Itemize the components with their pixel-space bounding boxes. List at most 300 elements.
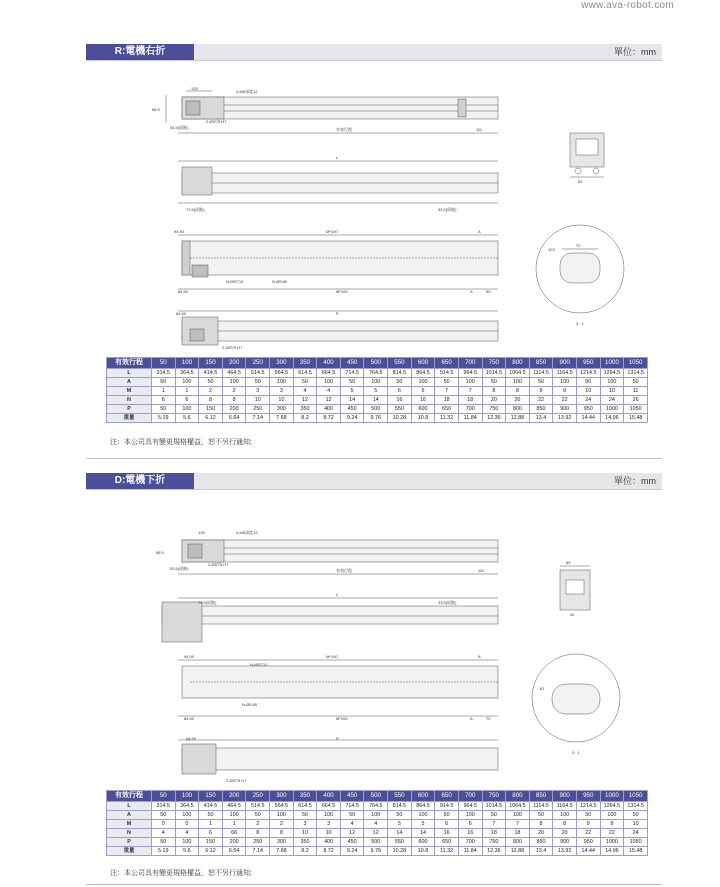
table-cell: 1164.5	[553, 802, 577, 811]
table-cell: 9	[529, 387, 553, 396]
dim-pin-holes: 2-Ø5▽5 H7	[206, 119, 227, 124]
table-cell: 400	[317, 405, 341, 414]
dim-A-top: A	[478, 229, 481, 234]
table-cell: 800	[506, 405, 530, 414]
table-cell: 50	[482, 811, 506, 820]
table-cell: 6.64	[222, 414, 246, 423]
dim-103: 103	[548, 247, 555, 252]
dim-135: 135	[191, 86, 198, 91]
table-cell: 0	[152, 820, 176, 829]
table-cell: 350	[293, 405, 317, 414]
unit-label: 單位：mm	[614, 476, 656, 486]
table-cell: 100	[175, 838, 199, 847]
divider	[86, 458, 662, 459]
table-cell: 3	[317, 820, 341, 829]
table-cell: 1014.5	[482, 369, 506, 378]
table-cell: 100	[317, 378, 341, 387]
table-cell: 100	[175, 811, 199, 820]
table-cell: 464.5	[222, 369, 246, 378]
table-cell: 10.28	[388, 414, 412, 423]
table-cell: 250	[246, 838, 270, 847]
dim-pin-holes-bottom: 2-Ø5▽5 H7	[226, 778, 247, 783]
divider	[86, 884, 662, 885]
table-cell: 864.5	[411, 369, 435, 378]
table-cell: 18	[458, 396, 482, 405]
table-cell: 4	[340, 820, 364, 829]
table-cell: 11	[624, 387, 648, 396]
dim-94: 94.50	[174, 229, 185, 234]
table-cell: 12.36	[482, 847, 506, 856]
table-cell: 24	[624, 829, 648, 838]
stroke-header-cell: 50	[152, 358, 176, 369]
table-cell: 11.84	[458, 414, 482, 423]
dim-64: 64.50	[186, 736, 197, 741]
table-cell: 1050	[624, 405, 648, 414]
stroke-header-cell: 1000	[600, 791, 624, 802]
dim-Mx100-top: M*100	[326, 654, 338, 659]
table-cell: 1114.5	[529, 802, 553, 811]
table-row	[107, 414, 648, 423]
stroke-header-cell: 550	[388, 358, 412, 369]
stroke-header-cell: 400	[317, 791, 341, 802]
table-cell: 700	[458, 405, 482, 414]
dim-pin-holes: 2-Ø5▽5 H7	[208, 562, 229, 567]
table-cell: 5	[411, 820, 435, 829]
section-title: R:電機右折	[86, 44, 194, 60]
table-row	[107, 378, 648, 387]
table-cell: 950	[576, 405, 600, 414]
row-label: N	[107, 829, 152, 838]
table-cell: 8.2	[293, 414, 317, 423]
table-cell: 8	[270, 829, 294, 838]
technical-drawing	[86, 61, 662, 349]
table-cell: 1064.5	[506, 802, 530, 811]
table-row	[107, 847, 648, 856]
table-cell: 22	[553, 396, 577, 405]
table-cell: 24	[600, 396, 624, 405]
spec-table-down	[106, 790, 648, 856]
dim-84: 84.50	[178, 289, 189, 294]
row-label: L	[107, 802, 152, 811]
table-cell: 1	[222, 820, 246, 829]
dim-A-bottom: A	[470, 716, 473, 721]
table-cell: 4	[293, 387, 317, 396]
table-cell: 1314.5	[624, 369, 648, 378]
table-cell: 764.5	[364, 802, 388, 811]
table-cell: 300	[270, 405, 294, 414]
stroke-header-cell: 1050	[624, 358, 648, 369]
table-cell: 22	[576, 829, 600, 838]
table-cell: 5.6	[175, 414, 199, 423]
table-cell: 12	[364, 829, 388, 838]
table-cell: 50	[576, 378, 600, 387]
table-cell: 6	[435, 820, 459, 829]
table-cell: 7.68	[270, 847, 294, 856]
table-cell: 5	[364, 387, 388, 396]
table-cell: 364.5	[175, 802, 199, 811]
table-cell: 50	[293, 378, 317, 387]
table-cell: 314.5	[152, 802, 176, 811]
table-cell: 100	[317, 811, 341, 820]
table-cell: 50	[199, 811, 223, 820]
stroke-header-cell: 900	[553, 791, 577, 802]
section-header	[86, 44, 662, 61]
stroke-header-cell: 500	[364, 358, 388, 369]
stroke-header-cell: 350	[293, 358, 317, 369]
table-cell: 1000	[600, 405, 624, 414]
table-cell: 50	[482, 378, 506, 387]
table-cell: 5.6	[175, 847, 199, 856]
table-cell: 50	[152, 405, 176, 414]
table-cell: 1114.5	[529, 369, 553, 378]
table-cell: 864.5	[411, 802, 435, 811]
spec-table-right	[106, 357, 648, 423]
table-cell: 16	[411, 396, 435, 405]
table-cell: 50	[340, 811, 364, 820]
table-cell: 24	[576, 396, 600, 405]
table-header-row	[107, 358, 648, 369]
table-cell: 9	[553, 387, 577, 396]
table-cell: 614.5	[293, 369, 317, 378]
table-cell: 14.44	[576, 414, 600, 423]
dim-64: 64.50	[176, 311, 187, 316]
stroke-header-cell: 450	[340, 358, 364, 369]
stroke-header-cell: 400	[317, 358, 341, 369]
drawing-svg	[86, 490, 662, 783]
table-cell: 9	[600, 820, 624, 829]
table-cell: 1	[152, 387, 176, 396]
table-cell: 950	[576, 838, 600, 847]
table-cell: 650	[435, 838, 459, 847]
stroke-header-cell: 1000	[600, 358, 624, 369]
dim-height: 88.5	[156, 550, 164, 555]
table-cell: 564.5	[270, 369, 294, 378]
dim-origin-left: 53.5(原點)	[170, 125, 189, 130]
table-cell: 2	[199, 387, 223, 396]
dim-origin-33: 33.5(原點)	[438, 600, 457, 605]
row-label: P	[107, 405, 152, 414]
table-cell: 12	[293, 396, 317, 405]
table-cell: 350	[293, 838, 317, 847]
stroke-header-cell: 150	[199, 358, 223, 369]
table-cell: 9.76	[364, 847, 388, 856]
stroke-header-cell: 500	[364, 791, 388, 802]
table-cell: 18	[435, 396, 459, 405]
section-motor-right	[86, 44, 662, 349]
table-cell: 750	[482, 405, 506, 414]
table-cell: 900	[553, 405, 577, 414]
dim-tapped-holes: 4-M6深度12	[236, 89, 258, 94]
table-cell: 900	[553, 838, 577, 847]
table-cell: 10.28	[388, 847, 412, 856]
table-cell: 50	[293, 811, 317, 820]
dim-135: 135	[198, 530, 205, 535]
table-cell: 10	[317, 829, 341, 838]
dim-A-bottom: A	[470, 289, 473, 294]
dim-through-holes: N-Ø5.80	[272, 279, 288, 284]
table-cell: 4	[175, 829, 199, 838]
stroke-header-cell: 1050	[624, 791, 648, 802]
table-cell: 50	[388, 811, 412, 820]
table-cell: 100	[175, 378, 199, 387]
table-cell: 500	[364, 838, 388, 847]
dim-L: L	[336, 155, 339, 160]
table-cell: 100	[411, 811, 435, 820]
table-cell: 964.5	[458, 802, 482, 811]
table-cell: 100	[270, 378, 294, 387]
stroke-header-cell: 150	[199, 791, 223, 802]
dim-tapped-holes: 4-M6深度12	[236, 530, 258, 535]
table-cell: 100	[222, 811, 246, 820]
stroke-header-cell: 350	[293, 791, 317, 802]
table-cell: 6	[175, 396, 199, 405]
header-label: 有效行程	[107, 791, 152, 802]
table-cell: 18	[482, 829, 506, 838]
table-cell: 100	[458, 378, 482, 387]
dim-stroke: 有效行程	[336, 127, 352, 132]
stroke-header-cell: 450	[340, 791, 364, 802]
row-label: A	[107, 811, 152, 820]
table-row	[107, 829, 648, 838]
table-cell: 6	[388, 387, 412, 396]
dim-thread-holes: N-M5▽10	[250, 662, 268, 667]
table-cell: 5.19	[152, 414, 176, 423]
section-motor-down	[86, 473, 662, 783]
table-cell: 50	[152, 838, 176, 847]
table-cell: 0	[175, 820, 199, 829]
table-cell: 100	[364, 811, 388, 820]
table-cell: 400	[317, 838, 341, 847]
table-cell: 100	[458, 811, 482, 820]
table-cell: 9.24	[340, 414, 364, 423]
table-row	[107, 838, 648, 847]
table-cell: 1214.5	[576, 369, 600, 378]
table-cell: 300	[270, 838, 294, 847]
stroke-header-cell: 750	[482, 791, 506, 802]
table-cell: 800	[506, 838, 530, 847]
table-cell: 66	[222, 829, 246, 838]
table-cell: 7	[435, 387, 459, 396]
stroke-header-cell: 600	[411, 358, 435, 369]
table-cell: 614.5	[293, 802, 317, 811]
table-cell: 2	[222, 387, 246, 396]
row-label: N	[107, 396, 152, 405]
stroke-header-cell: 700	[458, 358, 482, 369]
dim-scale: 3 : 1	[576, 321, 584, 326]
dim-origin-33: 33.5(原點)	[438, 207, 457, 212]
dim-through-holes: N-Ø5.80	[242, 702, 258, 707]
dim-70: 70	[486, 716, 491, 721]
table-cell: 10	[576, 387, 600, 396]
dim-pin-holes-bottom: 2-Ø5▽5 H7	[222, 345, 243, 350]
table-cell: 714.5	[340, 802, 364, 811]
table-cell: 50	[152, 811, 176, 820]
table-cell: 100	[553, 378, 577, 387]
table-cell: 1214.5	[576, 802, 600, 811]
spec-note: 注：本公司具有變更規格權益，恕不另行通知;	[110, 870, 252, 877]
table-cell: 20	[529, 829, 553, 838]
stroke-header-cell: 950	[576, 791, 600, 802]
stroke-header-cell: 300	[270, 791, 294, 802]
table-cell: 14	[364, 396, 388, 405]
table-cell: 1	[175, 387, 199, 396]
table-cell: 100	[175, 405, 199, 414]
table-cell: 9.76	[364, 414, 388, 423]
table-cell: 664.5	[317, 369, 341, 378]
table-cell: 100	[506, 811, 530, 820]
table-cell: 914.5	[435, 369, 459, 378]
table-cell: 50	[529, 378, 553, 387]
table-cell: 8	[246, 829, 270, 838]
table-cell: 2	[246, 820, 270, 829]
table-cell: 11.32	[435, 847, 459, 856]
dim-65: 65	[566, 560, 571, 565]
table-cell: 15.48	[624, 847, 648, 856]
dim-111: 111	[478, 568, 485, 573]
table-cell: 7	[458, 387, 482, 396]
table-cell: 1050	[624, 838, 648, 847]
table-cell: 964.5	[458, 369, 482, 378]
table-cell: 850	[529, 405, 553, 414]
table-cell: 10	[600, 387, 624, 396]
table-cell: 50	[624, 378, 648, 387]
table-cell: 814.5	[388, 369, 412, 378]
table-cell: 5	[340, 387, 364, 396]
stroke-header-cell: 750	[482, 358, 506, 369]
dim-111: 111	[476, 127, 483, 132]
dim-Mx100-bottom: M*100	[336, 716, 348, 721]
table-cell: 6	[411, 387, 435, 396]
table-cell: 850	[529, 838, 553, 847]
row-label: 重量	[107, 414, 152, 423]
dim-A-top: A	[478, 654, 481, 659]
section-title: D:電機下折	[86, 473, 194, 489]
dim-62: 62	[578, 179, 583, 184]
table-cell: 664.5	[317, 802, 341, 811]
table-cell: 50	[199, 378, 223, 387]
table-cell: 8.72	[317, 414, 341, 423]
table-cell: 12.88	[506, 847, 530, 856]
table-cell: 814.5	[388, 802, 412, 811]
table-row	[107, 405, 648, 414]
table-cell: 550	[388, 838, 412, 847]
table-cell: 50	[529, 811, 553, 820]
table-row	[107, 387, 648, 396]
table-cell: 314.5	[152, 369, 176, 378]
table-cell: 13.92	[553, 414, 577, 423]
stroke-header-cell: 250	[246, 358, 270, 369]
dim-84: 84.50	[184, 716, 195, 721]
stroke-header-cell: 100	[175, 791, 199, 802]
table-cell: 7.14	[246, 847, 270, 856]
table-cell: 14.44	[576, 847, 600, 856]
table-cell: 50	[152, 378, 176, 387]
stroke-header-cell: 900	[553, 358, 577, 369]
table-cell: 4	[152, 829, 176, 838]
table-cell: 1064.5	[506, 369, 530, 378]
table-cell: 1014.5	[482, 802, 506, 811]
table-cell: 50	[246, 378, 270, 387]
table-cell: 3	[246, 387, 270, 396]
table-cell: 8.72	[317, 847, 341, 856]
table-cell: 8	[529, 820, 553, 829]
stroke-header-cell: 100	[175, 358, 199, 369]
dim-origin-73: 73.5(原點)	[186, 207, 205, 212]
table-cell: 10	[293, 829, 317, 838]
table-cell: 8	[199, 396, 223, 405]
dim-stroke: 有效行程	[336, 568, 352, 573]
stroke-header-cell: 650	[435, 791, 459, 802]
table-cell: 8	[222, 396, 246, 405]
table-cell: 5	[388, 820, 412, 829]
dim-Mx100-top: M*100	[326, 229, 338, 234]
table-cell: 3	[270, 387, 294, 396]
table-cell: 14.96	[600, 414, 624, 423]
table-cell: 10.8	[411, 414, 435, 423]
spec-note: 注：本公司具有變更規格權益，恕不另行通知;	[110, 439, 252, 446]
table-cell: 10	[270, 396, 294, 405]
table-cell: 364.5	[175, 369, 199, 378]
table-cell: 450	[340, 405, 364, 414]
table-cell: 12.36	[482, 414, 506, 423]
table-cell: 100	[364, 378, 388, 387]
table-cell: 414.5	[199, 802, 223, 811]
section-header	[86, 473, 662, 490]
table-cell: 514.5	[246, 802, 270, 811]
table-cell: 650	[435, 405, 459, 414]
dim-50: 50	[486, 289, 491, 294]
table-cell: 14	[340, 396, 364, 405]
table-cell: 1264.5	[600, 802, 624, 811]
dim-L: L	[336, 592, 339, 597]
dim-40: 40	[570, 612, 575, 617]
table-cell: 1164.5	[553, 369, 577, 378]
table-cell: 714.5	[340, 369, 364, 378]
table-cell: 100	[222, 378, 246, 387]
drawing-svg	[86, 61, 662, 349]
table-cell: 8	[482, 387, 506, 396]
technical-drawing	[86, 490, 662, 783]
row-label: 重量	[107, 847, 152, 856]
table-cell: 100	[600, 378, 624, 387]
table-cell: 6	[199, 829, 223, 838]
table-cell: 50	[435, 378, 459, 387]
row-label: M	[107, 387, 152, 396]
table-cell: 9.24	[340, 847, 364, 856]
table-cell: 600	[411, 405, 435, 414]
dim-72: 72	[576, 243, 581, 248]
table-cell: 450	[340, 838, 364, 847]
table-cell: 20	[553, 829, 577, 838]
stroke-header-cell: 300	[270, 358, 294, 369]
dim-origin-73: 73.5(原點)	[198, 600, 217, 605]
table-cell: 13.4	[529, 414, 553, 423]
table-cell: 100	[411, 378, 435, 387]
table-header-row	[107, 791, 648, 802]
row-label: L	[107, 369, 152, 378]
table-cell: 20	[506, 396, 530, 405]
stroke-header-cell: 950	[576, 358, 600, 369]
stroke-header-cell: 800	[506, 791, 530, 802]
table-cell: 9	[576, 820, 600, 829]
table-cell: 12	[340, 829, 364, 838]
table-cell: 4	[364, 820, 388, 829]
table-cell: 914.5	[435, 802, 459, 811]
table-cell: 7	[506, 820, 530, 829]
table-cell: 500	[364, 405, 388, 414]
table-cell: 100	[270, 811, 294, 820]
table-cell: 10	[246, 396, 270, 405]
